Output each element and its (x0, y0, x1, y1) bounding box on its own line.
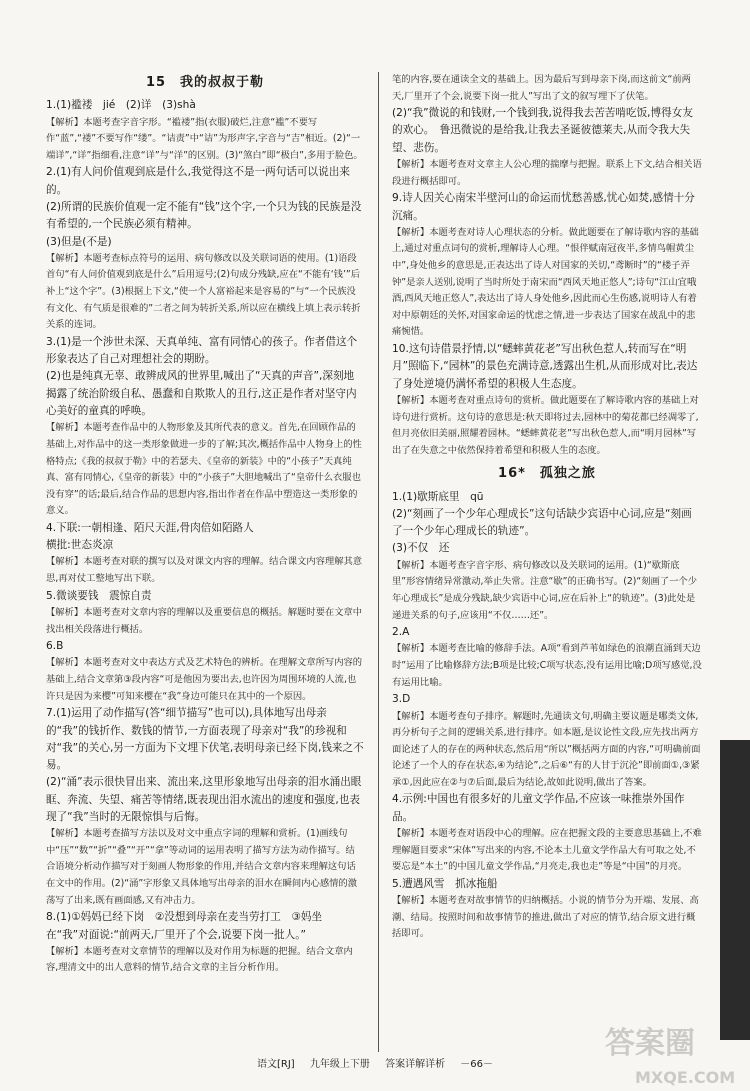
footer-page-number: －66－ (460, 1059, 493, 1070)
answer-text: 5.微谈要钱 震惊自责 (46, 589, 152, 602)
analysis-text: 笔的内容,要在通读全文的基础上。因为最后写到母亲下岗,而这前文“前两天,厂里开了个会,说要下岗一批人”写出了文的叙写埋下了伏笔。 (392, 74, 691, 102)
analysis-text: 【解析】本题考查对故事情节的归纳概括。小说的情节分为开端、发展、高潮、结局。按照时间和故事情节的推进,做出了对应的情节,结合原文进行概括即可。 (392, 895, 699, 940)
analysis-text: 【解析】本题考查句子排序。解题时,先通读文句,明确主要议题是哪类文体,再分析句子之间的逻辑关系,进行排序。如本题,是议论性文段,应先找出两方面论述了人的存在的两种状态,然后用“所以”概括两方面的内容,“可明确前面论述了一个人的存在状态,④为结论”,之后⑥“有的人甘于沉沦”即前面①,③紧承①,因此应在②与⑦后面,最后为结论,故如此说明,做出了答案。 (392, 710, 701, 788)
left-column (46, 72, 364, 977)
analysis-text: 【解析】本题考查对语段中心的理解。应在把握文段的主要意思基础上,不难理解题目要求“宋体”写出来的内容,不论本土儿童文学作品大有可取之处,不要忘是“本土”的中国儿童文学作品,“月亮走,我也走”等是“中国”的月亮。 (392, 828, 702, 873)
analysis-text: 【解析】本题考查字音字形、病句修改以及关联词的运用。(1)“歇斯底里”形容情绪异常激动,举止失常。注意“歇”的正确书写。(2)“刻画了一个少年心理成长”是成分残缺,缺少宾语中心词,应在后补上“的轨迹”。(3)此处是递进关系的句子,应该用“不仅……还”。 (392, 559, 697, 621)
answer-text: 4.示例:中国也有很多好的儿童文学作品,不应该一味推崇外国作品。 (392, 793, 685, 823)
analysis-text: 【解析】本题考查对诗人心理状态的分析。做此题要在了解诗歌内容的基础上,通过对重点词句的赏析,理解诗人心理。“恨伴赋南冠夜半,多情鸟帽黄尘中”,身处他乡的意思是,正表达出了诗人对国家的关切,“鸢断时”的“楼子弄钟”是亲人送别,说明了当时所处于南宋而“西风天地正悠人”;诗句“江山宜哦酒,西风天地正悠人”,表达出了诗人身处他乡,因此而心生伤感,说明诗人有着对中原朝廷的关怀,对国家命运的忧虑之情,进一步表达了国家在战乱中的悲痛惋惜。 (392, 226, 699, 338)
footer-subject: 语文[RJ] (257, 1059, 295, 1070)
answer-text: 5.遭遇风雪 抓冰拖船 (392, 877, 498, 890)
answer-text: 8.(1)①妈妈已经下岗 ②没想到母亲在麦当劳打工 ③妈坐在“我”对面说:“前两天,厂里开了个会,说要下岗一批人。” (46, 911, 323, 941)
answer-text: 1.(1)褴褛 jié (2)详 (3)shà (46, 99, 196, 112)
right-column (392, 72, 702, 943)
answer-text: 2.A (392, 626, 410, 639)
analysis-text: 【解析】本题考查标点符号的运用、病句修改以及关联词语的使用。(1)语段首句“有人问价值观到底是什么”后用逗号;(2)句成分残缺,应在“不能有‘钱’”后补上“这个字”。(3)根据上下文,“使一个人富裕起来是容易的”与“一个民族没有文化、有气质是很难的”二者之间为转折关系,所以应在横线上填上表示转折关系的连词。 (46, 252, 361, 331)
analysis-text: 【解析】本题考查对重点诗句的赏析。做此题要在了解诗歌内容的基础上对诗句进行赏析。这句诗的意思是:秋天即将过去,园林中的菊花都已经凋零了,但月亮依旧美丽,照耀着园林。“蟋蟀黄花老”写出秋色惹人,而“明月园林”写出了在失意之中依然保持着希望和积极人生的态度。 (392, 394, 699, 456)
section-title-15: 15 我的叔叔于勒 (145, 75, 265, 90)
footer-grade: 九年级上下册 (309, 1059, 370, 1070)
answer-text: 3.(1)是一个涉世未深、天真单纯、富有同情心的孩子。作者借这个形象表达了自己对理想社会的期盼。 (46, 335, 358, 366)
answer-text: (2)“涌”表示很快冒出来、流出来,这里形象地写出母亲的泪水涌出眼眶、奔流、失望、痛苦等情绪,既表现出泪水流出的速度和强度,也表现了“我”当时的无限惊惧与后悔。 (46, 776, 362, 823)
analysis-text: 【解析】本题考查作品中的人物形象及其所代表的意义。首先,在回顾作品的基础上,对作品中的这一类形象做进一步的了解;其次,概括作品中人物身上的性格特点;《我的叔叔于勒》中的若瑟夫、《皇帝的新装》中的“小孩子”天真纯真、富有同情心,《皇帝的新装》中的“小孩子”大胆地喊出了“皇帝什么衣服也没有穿”的话;最后,结合作品的思想内容,指出作者在作品中塑造这一类形象的意义。 (46, 422, 362, 517)
answer-text: (2)“我”微说的和钱财,一个钱到我,说得我去苦苦啃吃饭,博得女友的欢心。 鲁迅微说的是给我,让我去圣诞彼德莱夫,从而令我大失望、悲伤。 (392, 107, 693, 154)
answer-text: (3)但是(不是) (46, 235, 112, 248)
watermark-url: MXQE.COM (635, 1068, 736, 1087)
answer-text: 7.(1)运用了动作描写(答“细节描写”也可以),具体地写出母亲的“我”的钱折作、数钱的情节,一方面表现了母亲对“我”的珍视和对“我”的关心,另一方面为下文埋下伏笔,表明母亲已经下岗,钱来之不易。 (46, 707, 364, 772)
answer-text: 横批:世态炎凉 (46, 539, 114, 552)
answer-text: 10.这句诗借景抒情,以“蟋蟀黄花老”写出秋色惹人,转而写在“明月”照临下,“园林”的景色充满诗意,透露出生机,从而形成对比,表达了身处逆境仍满怀希望的积极人生态度。 (392, 343, 698, 390)
edge-thumb-bar (720, 740, 750, 1040)
answer-text: 1.(1)歇斯底里 qū (392, 490, 484, 503)
answer-text: (3)不仅 还 (392, 542, 450, 555)
left-answer-list (46, 97, 364, 977)
analysis-text: 【解析】本题考查对文中表达方式及艺术特色的辨析。在理解文章所写内容的基础上,结合文章第③段内容“可是他因为要出去,也许因为周围环境的人流,也许只是因为来樱”可知来樱在“我”身边可能只在其中的一个原因。 (46, 657, 363, 702)
right-answer-list-top (392, 72, 702, 459)
column-divider (378, 72, 379, 1052)
answer-text: 6.B (46, 640, 64, 653)
section-title-16: 16* 孤独之旅 (498, 466, 596, 482)
analysis-text: 【解析】本题考查对文章内容的理解以及重要信息的概括。解题时要在文章中找出相关段落进行概括。 (46, 606, 363, 635)
answer-text: 2.(1)有人问价值观到底是什么,我觉得这不是一两句话可以说出来的。 (46, 166, 350, 196)
footer-tag: 答案详解详析 (385, 1059, 446, 1070)
analysis-text: 【解析】本题考查描写方法以及对文中重点字词的理解和赏析。(1)画线句中“压”“数”“折”“叠”“开”“拿”等动词的运用表明了描写方法为动作描写。结合语境分析动作描写对于刻画人物形象的作用,并结合文章内容来理解这句话在文中的作用。(2)“涌”字形象又具体地写出母亲的泪水在瞬间内心感情的激荡写了出来,既有画面感,又有冲击力。 (46, 828, 358, 906)
analysis-text: 【解析】本题考查字音字形。“褴褛”指(衣服)破烂,注意“褴”不要写作“蓝”,“褛”不要写作“缕”。“诘责”中“诘”为形声字,字音与“吉”相近。(2)“一端详”,“详”指细看,注意“详”与“洋”的区别。(3)“煞白”即“极白”,多用于脸色。 (46, 116, 363, 161)
analysis-text: 【解析】本题考查对文章主人公心理的揣摩与把握。联系上下文,结合相关语段进行概括即可。 (392, 159, 702, 187)
answer-text: (2)“刻画了一个少年心理成长”这句话缺少宾语中心词,应是“刻画了一个少年心理成长的轨迹”。 (392, 507, 692, 538)
right-answer-list-bottom (392, 489, 702, 943)
answer-text: (2)也是纯真无辜、敢辨成风的世界里,喊出了“天真的声音”,深刻地揭露了统治阶级自私、愚蠢和自欺欺人的丑行,这正是作者对坚守内心美好的童真的呼唤。 (46, 370, 357, 418)
analysis-text: 【解析】本题考查对文章情节的理解以及对作用为标题的把握。结合文章内容,理清文中的出人意料的情节,结合文章的主旨分析作用。 (46, 945, 353, 974)
analysis-text: 【解析】本题考查对联的撰写以及对课文内容的理解。结合课文内容理解其意思,再对仗工整地写出下联。 (46, 556, 363, 585)
answer-text: 9.诗人因关心南宋半壁河山的命运而忧愁善感,忧心如焚,感情十分沉痛。 (392, 192, 695, 222)
answer-text: (2)所谓的民族价值观一定不能有“钱”这个字,一个只为钱的民族是没有希望的,一个民族必须有精神。 (46, 200, 362, 231)
answer-text: 3.D (392, 693, 411, 706)
watermark-logo: 答案圈 (605, 1026, 695, 1061)
answer-text: 4.下联:一朝相逢、陌尺天涯,骨肉倍如陌路人 (46, 521, 254, 534)
analysis-text: 【解析】本题考查比喻的修辞手法。A项“看到芦苇如绿色的浪潮直涌到天边时”运用了比喻修辞方法;B项是比较;C项写状态,没有运用比喻;D项写感觉,没有运用比喻。 (392, 643, 702, 688)
